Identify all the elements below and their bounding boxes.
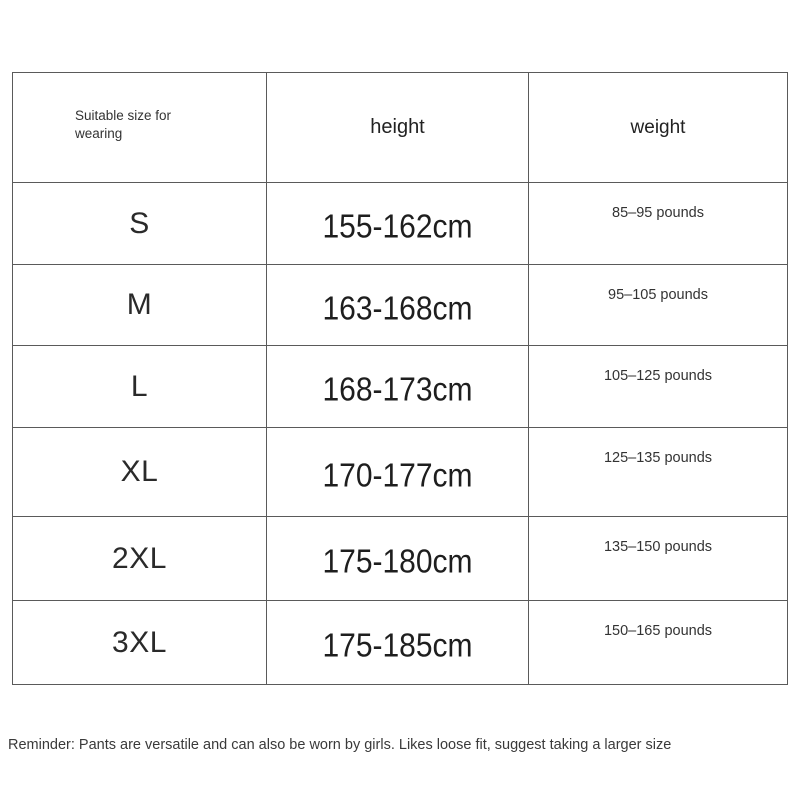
weight-cell (529, 346, 788, 428)
reminder-note: Reminder: Pants are versatile and can also be worn by girls. Likes loose fit, suggest taking a larger size (8, 737, 672, 753)
weight-cell (529, 265, 788, 346)
height-cell (267, 511, 529, 605)
size-cell: L (13, 346, 267, 428)
size-cell: 2XL (13, 517, 267, 601)
height-cell (267, 341, 529, 433)
table-row (13, 265, 788, 346)
weight-cell (529, 601, 788, 685)
weight-value: 95–105 pounds (608, 287, 708, 303)
table-header-row (13, 73, 788, 183)
weight-value: 135–150 pounds (603, 539, 713, 555)
height-value: 155-162cm (322, 207, 473, 245)
table-row (13, 517, 788, 601)
table-row (13, 601, 788, 685)
table-row (13, 346, 788, 428)
weight-cell (529, 183, 788, 265)
height-value: 168-173cm (322, 370, 473, 408)
table-row (13, 183, 788, 265)
weight-cell (529, 517, 788, 601)
height-value: 170-177cm (322, 456, 473, 494)
height-value: 163-168cm (322, 289, 473, 327)
height-cell (267, 260, 529, 351)
weight-value: 125–135 pounds (603, 450, 713, 466)
size-cell: 3XL (13, 601, 267, 685)
height-value: 175-180cm (322, 542, 473, 580)
height-value: 175-185cm (322, 626, 473, 664)
height-cell (267, 422, 529, 522)
weight-cell (529, 428, 788, 517)
height-cell (267, 178, 529, 270)
table-row (13, 428, 788, 517)
header-size-label: Suitable size for wearing (75, 108, 172, 141)
header-weight: weight (529, 73, 788, 183)
header-height: height (267, 73, 529, 183)
header-size (13, 73, 267, 183)
size-cell: XL (13, 428, 267, 517)
weight-value: 150–165 pounds (603, 623, 713, 639)
size-cell: S (13, 183, 267, 265)
height-cell (267, 595, 529, 689)
weight-value: 85–95 pounds (612, 205, 704, 221)
weight-value: 105–125 pounds (603, 368, 713, 384)
size-cell: M (13, 265, 267, 346)
size-chart-table (12, 72, 788, 685)
